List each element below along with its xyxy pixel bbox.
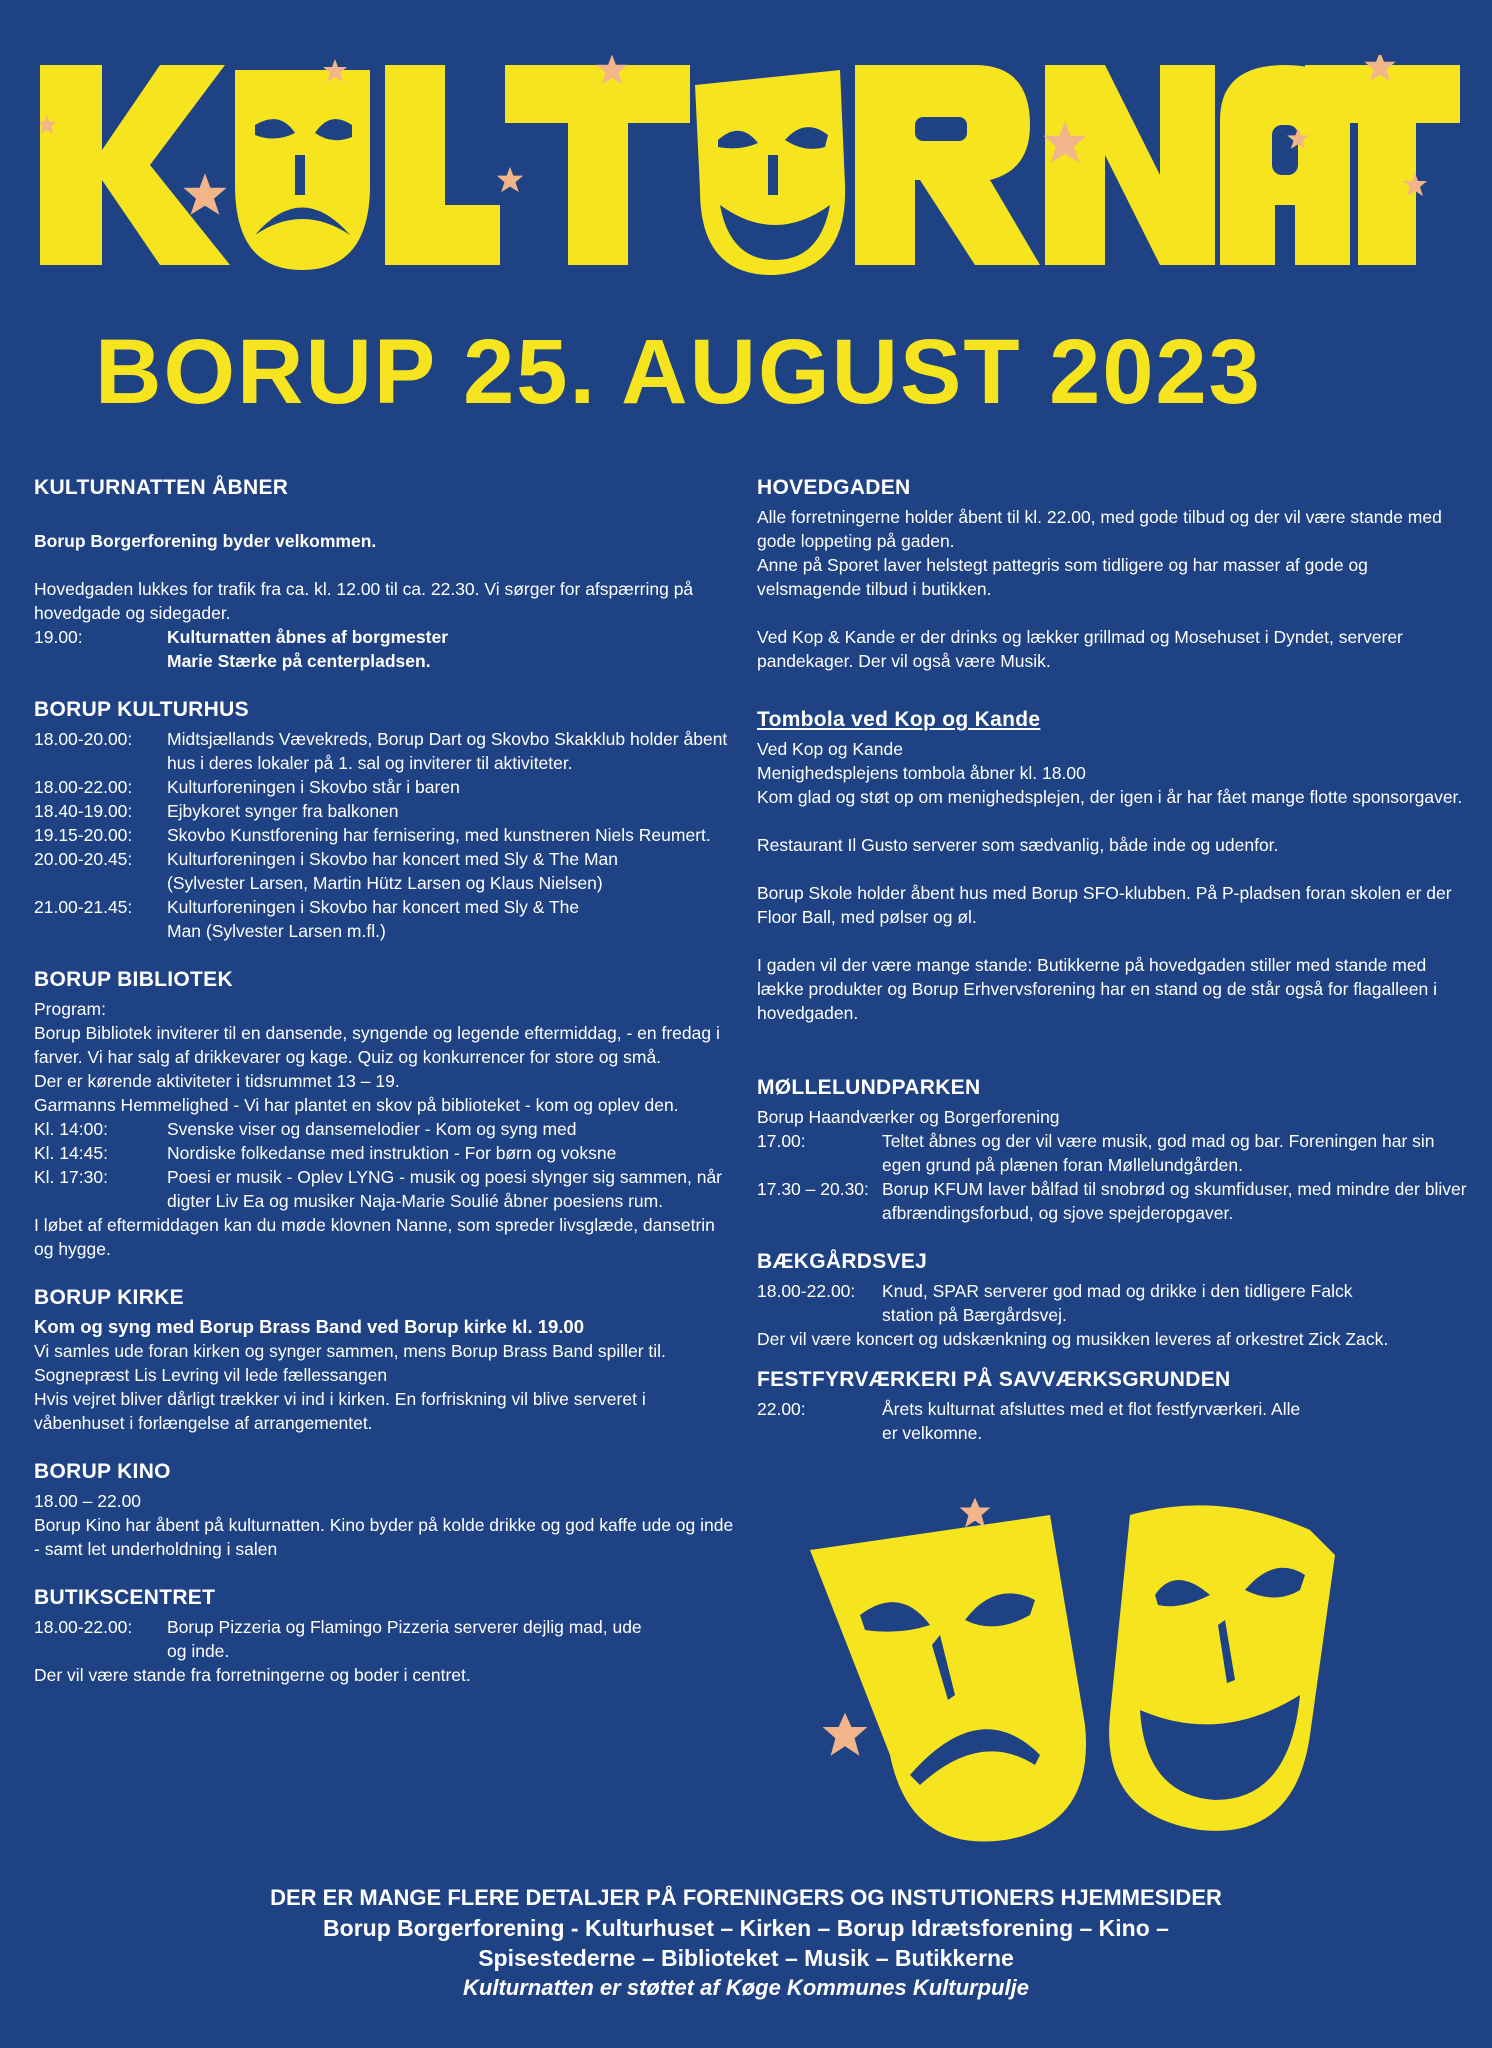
schedule-row xyxy=(34,823,734,847)
section-heading: HOVEDGADEN xyxy=(757,476,911,499)
body-text: Vi samles ude foran kirken og synger sammen, mens Borup Brass Band spiller til. Sognepræst Lis Levring vil lede fællessangen xyxy=(34,1341,666,1385)
schedule-row xyxy=(34,1615,734,1663)
section-baekgaardsvej xyxy=(757,1249,1467,1351)
schedule-row xyxy=(34,799,734,823)
time-label: 18.00 – 22.00 xyxy=(34,1491,142,1511)
body-text: Borup Kino har åbent på kulturnatten. Kino byder på kolde drikke og god kaffe ude og inde - samt let underholdning i salen xyxy=(34,1515,734,1559)
event-text: Årets kulturnat afsluttes med et flot festfyrværkeri. Alle er velkomne. xyxy=(882,1399,1301,1443)
body-text: Alle forretningerne holder åbent til kl. 22.00, med gode tilbud og der vil være stande med gode loppeting på gaden. xyxy=(757,507,1442,551)
section-mollelundparken xyxy=(757,1075,1467,1225)
section-hovedgaden xyxy=(757,475,1467,673)
body-text: Hvis vejret bliver dårligt trækker vi ind i kirken. En forfriskning vil blive serveret i våbenhuset i forlængelse af arrangementet. xyxy=(34,1389,646,1433)
time-label: Kl. 14:00: xyxy=(34,1119,108,1139)
time-label: 22.00: xyxy=(757,1399,806,1419)
event-date-heading: BORUP 25. AUGUST 2023 xyxy=(95,321,1262,423)
time-label: 18.00-20.00: xyxy=(34,729,133,749)
section-heading: BÆKGÅRDSVEJ xyxy=(757,1250,928,1273)
event-text: Skovbo Kunstforening har fernisering, med kunstneren Niels Reumert. xyxy=(167,825,711,845)
event-text: Kulturforeningen i Skovbo har koncert med Sly & The Man (Sylvester Larsen m.fl.) xyxy=(167,897,580,941)
time-label: 18.40-19.00: xyxy=(34,801,133,821)
schedule-row xyxy=(757,1129,1467,1177)
schedule-row xyxy=(757,1279,1467,1327)
event-text: Kulturforeningen i Skovbo står i baren xyxy=(167,777,460,797)
time-label: 17.30 – 20.30: xyxy=(757,1179,869,1199)
time-label: 18.00-22.00: xyxy=(34,777,133,797)
event-text: Teltet åbnes og der vil være musik, god mad og bar. Foreningen har sin egen grund på plænen foran Møllelundgården. xyxy=(882,1131,1435,1175)
body-text: Hovedgaden lukkes for trafik fra ca. kl. 12.00 til ca. 22.30. Vi sørger for afspærring på hovedgade og sidegader. xyxy=(34,579,694,623)
time-label: Kl. 14:45: xyxy=(34,1143,108,1163)
body-text: Ved Kop og Kande xyxy=(757,739,903,759)
time-label: 18.00-22.00: xyxy=(34,1617,133,1637)
section-tombola xyxy=(757,707,1467,1025)
event-text: Kulturnatten åbnes af borgmester Marie Stærke på centerpladsen. xyxy=(167,627,449,671)
event-text: Svenske viser og dansemelodier - Kom og syng med xyxy=(167,1119,577,1139)
section-heading: FESTFYRVÆRKERI PÅ SAVVÆRKSGRUNDEN xyxy=(757,1368,1231,1391)
theatre-masks-icon xyxy=(790,1495,1410,1855)
right-column xyxy=(757,475,1467,1469)
body-text: I gaden vil der være mange stande: Butikkerne på hovedgaden stiller med stande med lække produkter og Borup Erhvervsforening har en stand og de står også for flagalleen i hovedgaden. xyxy=(757,955,1437,1023)
schedule-row xyxy=(34,727,734,775)
footer-headline: DER ER MANGE FLERE DETALJER PÅ FORENINGERS OG INSTUTIONERS HJEMMESIDER xyxy=(270,1885,1222,1910)
body-text: Borup Skole holder åbent hus med Borup SFO-klubben. På P-pladsen foran skolen er der Floor Ball, med pølser og øl. xyxy=(757,883,1452,927)
schedule-row xyxy=(34,895,734,943)
footer-organisations: Borup Borgerforening - Kulturhuset – Kirken – Borup Idrætsforening – Kino – xyxy=(323,1915,1169,1941)
body-text: Kom glad og støt op om menighedsplejen, der igen i år har fået mange flotte sponsorgaver. xyxy=(757,787,1463,807)
body-text: Der vil være koncert og udskænkning og musikken leveres af orkestret Zick Zack. xyxy=(757,1329,1389,1349)
body-text: Der er kørende aktiviteter i tidsrummet 13 – 19. xyxy=(34,1071,400,1091)
section-borup-kirke xyxy=(34,1285,734,1435)
schedule-row xyxy=(34,847,734,895)
sub-heading: Kom og syng med Borup Brass Band ved Borup kirke kl. 19.00 xyxy=(34,1316,585,1337)
body-text: Ved Kop & Kande er der drinks og lækker grillmad og Mosehuset i Dyndet, serverer pandekager. Der vil også være Musik. xyxy=(757,627,1403,671)
time-label: 21.00-21.45: xyxy=(34,897,133,917)
event-text: Midtsjællands Vævekreds, Borup Dart og Skovbo Skakklub holder åbent hus i deres lokaler på 1. sal og inviterer til aktiviteter. xyxy=(167,729,728,773)
left-column xyxy=(34,475,734,1711)
section-borup-kulturhus xyxy=(34,697,734,943)
section-heading: BORUP KULTURHUS xyxy=(34,698,249,721)
event-text: Borup KFUM laver bålfad til snobrød og skumfiduser, med mindre der bliver afbrændingsforbud, og sjove spejderopgaver. xyxy=(882,1179,1467,1223)
event-text: Ejbykoret synger fra balkonen xyxy=(167,801,399,821)
time-label: 18.00-22.00: xyxy=(757,1281,856,1301)
time-label: 20.00-20.45: xyxy=(34,849,133,869)
section-butikscentret xyxy=(34,1585,734,1687)
body-text: Anne på Sporet laver helstegt pattegris som tidligere og har masser af gode og velsmagende tilbud i butikken. xyxy=(757,555,1368,599)
event-text: Kulturforeningen i Skovbo har koncert med Sly & The Man (Sylvester Larsen, Martin Hütz Larsen og Klaus Nielsen) xyxy=(167,849,619,893)
event-text: Knud, SPAR serverer god mad og drikke i den tidligere Falck station på Bærgårdsvej. xyxy=(882,1281,1353,1325)
schedule-row xyxy=(34,1117,734,1141)
body-text: Borup Bibliotek inviterer til en dansende, syngende og legende eftermiddag, - en fredag i farver. Vi har salg af drikkevarer og kage. Quiz og konkurrencer for store og små. xyxy=(34,1023,720,1067)
schedule-row xyxy=(34,1165,734,1213)
time-label: 19.00: xyxy=(34,627,83,647)
body-text: Restaurant Il Gusto serverer som sædvanlig, både inde og udenfor. xyxy=(757,835,1279,855)
body-text: Menighedsplejens tombola åbner kl. 18.00 xyxy=(757,763,1086,783)
section-heading: KULTURNATTEN ÅBNER xyxy=(34,476,289,499)
program-label: Program: xyxy=(34,999,106,1019)
section-festfyrvaerkeri xyxy=(757,1367,1467,1445)
schedule-row xyxy=(34,1141,734,1165)
schedule-row xyxy=(757,1177,1467,1225)
kulturnat-title xyxy=(40,55,1460,285)
section-heading: Tombola ved Kop og Kande xyxy=(757,708,1041,731)
intro-text: Borup Borgerforening byder velkommen. xyxy=(34,531,377,551)
section-borup-kino xyxy=(34,1459,734,1561)
time-label: 19.15-20.00: xyxy=(34,825,133,845)
event-text: Poesi er musik - Oplev LYNG - musik og poesi slynger sig sammen, når digter Liv Ea og musiker Naja-Marie Soulié åbner poesiens rum. xyxy=(167,1167,723,1211)
sub-heading: Borup Haandværker og Borgerforening xyxy=(757,1107,1060,1127)
section-kulturnatten-abner xyxy=(34,475,734,673)
section-heading: BORUP BIBLIOTEK xyxy=(34,968,233,991)
section-heading: BORUP KINO xyxy=(34,1460,171,1483)
footer-organisations: Spisestederne – Biblioteket – Musik – Butikkerne xyxy=(478,1945,1014,1971)
section-borup-bibliotek xyxy=(34,967,734,1261)
event-text: Borup Pizzeria og Flamingo Pizzeria serverer dejlig mad, ude og inde. xyxy=(167,1617,642,1661)
body-text: Der vil være stande fra forretningerne og boder i centret. xyxy=(34,1665,471,1685)
schedule-row xyxy=(34,775,734,799)
schedule-row xyxy=(757,1397,1467,1445)
section-heading: BORUP KIRKE xyxy=(34,1286,184,1309)
footer xyxy=(0,1883,1492,2003)
section-heading: MØLLELUNDPARKEN xyxy=(757,1076,981,1099)
event-text: Nordiske folkedanse med instruktion - For børn og voksne xyxy=(167,1143,617,1163)
body-text: I løbet af eftermiddagen kan du møde klovnen Nanne, som spreder livsglæde, dansetrin og hygge. xyxy=(34,1215,715,1259)
section-heading: BUTIKSCENTRET xyxy=(34,1586,216,1609)
body-text: Garmanns Hemmelighed - Vi har plantet en skov på biblioteket - kom og oplev den. xyxy=(34,1095,679,1115)
time-label: Kl. 17:30: xyxy=(34,1167,108,1187)
time-label: 17.00: xyxy=(757,1131,806,1151)
footer-sponsor: Kulturnatten er støttet af Køge Kommunes Kulturpulje xyxy=(463,1975,1029,2000)
